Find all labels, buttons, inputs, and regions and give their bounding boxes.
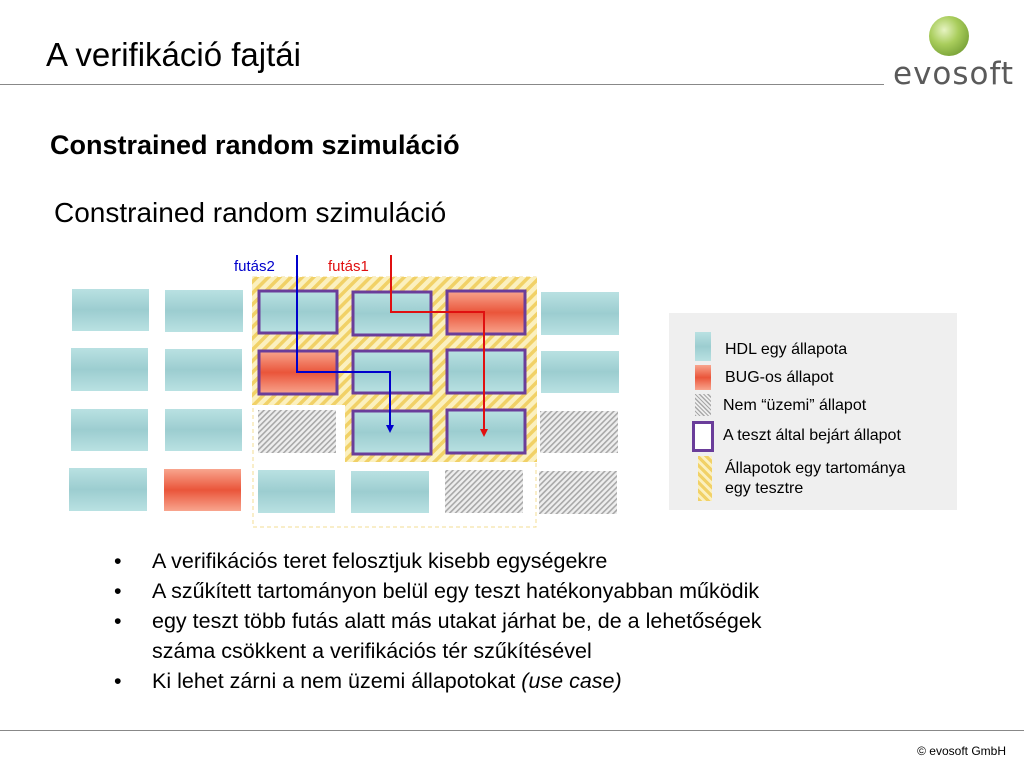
legend-label-non-operational: Nem “üzemi” állapot <box>723 397 867 414</box>
region-extension <box>253 277 536 527</box>
bullet-icon: • <box>114 609 122 633</box>
visited-state-cell <box>353 292 431 335</box>
diagram-heading: Constrained random szimuláció <box>54 197 447 228</box>
header-divider <box>0 84 884 85</box>
bullet-text-line1: egy teszt több futás alatt más utakat járhat be, de a lehetőségek <box>152 609 762 633</box>
run2-path <box>297 255 390 429</box>
logo-wordmark: evosoft <box>893 56 1015 92</box>
legend-label-region <box>725 459 906 499</box>
legend <box>669 313 957 510</box>
non-operational-cell <box>445 470 523 513</box>
visited-state-cell <box>353 411 431 454</box>
state-cell <box>72 289 149 331</box>
visited-bug-cell <box>259 351 337 394</box>
state-cell <box>165 290 243 332</box>
bullet-text <box>152 606 1012 666</box>
bullet-text-main: Ki lehet zárni a nem üzemi állapotokat <box>152 669 522 693</box>
bullet-list <box>112 546 1012 696</box>
red-bug-swatch <box>695 365 711 390</box>
state-cell <box>541 351 619 393</box>
visited-state-cell <box>447 410 525 453</box>
bug-cell <box>164 469 241 511</box>
legend-label-visited: A teszt által bejárt állapot <box>723 427 901 444</box>
bullet-text-line2: száma csökkent a verifikációs tér szűkítésével <box>152 639 592 663</box>
legend-label-state: HDL egy állapota <box>725 341 848 358</box>
yellow-hatched-swatch <box>698 456 712 501</box>
run1-path <box>391 255 484 433</box>
green-sphere-icon <box>929 16 969 56</box>
visited-state-cell <box>353 351 431 393</box>
legend-label-region-line2: egy tesztre <box>725 480 804 497</box>
bullet-text: A szűkített tartományon belül egy teszt hatékonyabban működik <box>152 579 760 603</box>
visited-state-cell <box>259 291 337 333</box>
bullet-item <box>112 666 1012 696</box>
bullet-item <box>112 576 1012 606</box>
state-cell <box>541 292 619 335</box>
state-cell <box>258 470 335 513</box>
test-region <box>252 277 537 462</box>
state-cell <box>71 409 148 451</box>
bullet-item <box>112 546 1012 576</box>
slide-title: A verifikáció fajtái <box>46 36 301 73</box>
bullet-icon: • <box>114 669 122 693</box>
non-operational-cell <box>540 411 618 453</box>
non-operational-cell <box>539 471 617 514</box>
teal-state-swatch <box>695 332 711 361</box>
purple-outline-swatch <box>692 421 714 452</box>
visited-bug-cell <box>447 291 525 334</box>
bullet-text <box>152 666 1012 696</box>
run2-label: futás2 <box>234 258 275 275</box>
legend-label-region-line1: Állapotok egy tartománya <box>725 460 906 477</box>
hatched-swatch <box>695 394 711 416</box>
copyright-footer: © evosoft GmbH <box>917 744 1006 758</box>
bullet-icon: • <box>114 549 122 573</box>
state-cell <box>165 349 242 391</box>
state-cell <box>69 468 147 511</box>
bullet-text-emphasis: (use case) <box>521 669 622 693</box>
non-operational-cell <box>258 410 336 453</box>
legend-label-bug: BUG-os állapot <box>725 369 834 386</box>
footer-divider <box>0 730 1024 731</box>
run1-label: futás1 <box>328 258 369 275</box>
state-cell <box>351 471 429 513</box>
slide-subtitle: Constrained random szimuláció <box>50 130 460 160</box>
bullet-text: A verifikációs teret felosztjuk kisebb egységekre <box>152 549 608 573</box>
bullet-item <box>112 606 1012 666</box>
visited-state-cell <box>447 350 525 393</box>
bullet-icon: • <box>114 579 122 603</box>
state-cell <box>165 409 242 451</box>
state-cell <box>71 348 148 391</box>
